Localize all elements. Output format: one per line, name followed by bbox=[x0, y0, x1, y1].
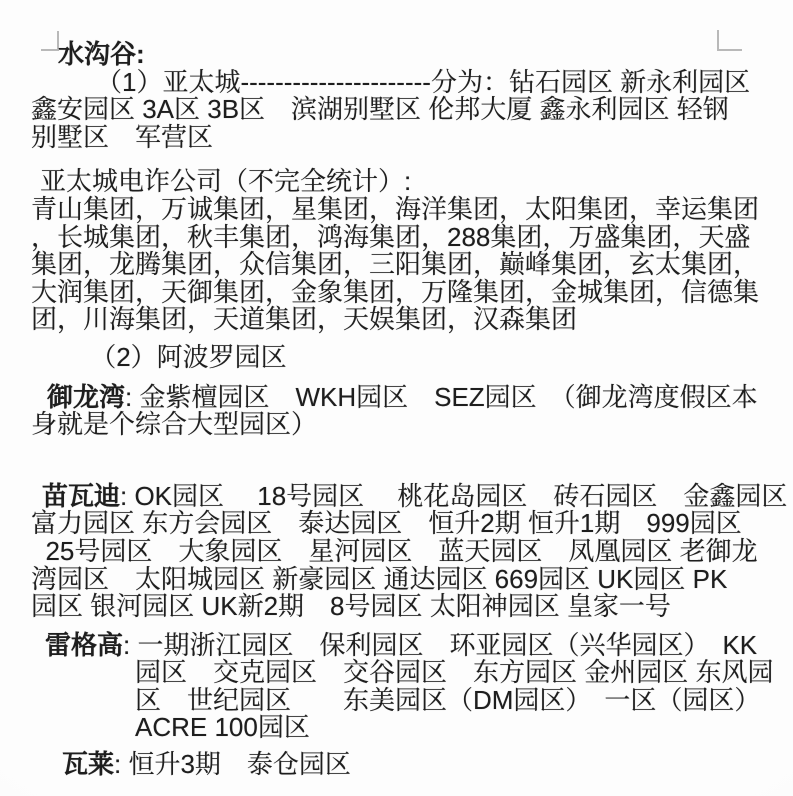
line-text: （2）阿波罗园区 bbox=[31, 341, 287, 372]
line-text: 团，川海集团，天道集团，天娱集团，汉森集团 bbox=[31, 304, 578, 335]
line-text: : 恒升3期 泰仓园区 bbox=[114, 749, 351, 780]
text-line bbox=[31, 684, 793, 715]
line-text: 集团，龙腾集团，众信集团，三阳集团，巅峰集团，玄太集团， bbox=[31, 249, 760, 280]
line-text: 亚太城电诈公司（不完全统计）: bbox=[40, 166, 412, 197]
section-heading: 苗瓦迪 bbox=[42, 480, 121, 511]
text-line bbox=[31, 96, 793, 124]
text-line bbox=[31, 535, 793, 566]
text-line bbox=[31, 66, 793, 97]
section-shuigougu bbox=[31, 41, 793, 151]
line-text: 25号园区 大象园区 星河园区 蓝天园区 凤凰园区 老御龙 bbox=[31, 535, 758, 566]
text-line bbox=[31, 751, 793, 779]
line-text: 园区 银河园区 UK新2期 8号园区 太阳神园区 皇家一号 bbox=[31, 591, 671, 622]
section-yulongwan bbox=[31, 381, 793, 440]
line-text: 青山集团，万诚集团，星集团，海洋集团，太阳集团，幸运集团 bbox=[31, 193, 760, 224]
line-text: 身就是个综合大型园区） bbox=[31, 409, 318, 440]
text-line bbox=[31, 41, 793, 69]
line-text: ACRE 100园区 bbox=[31, 712, 310, 743]
line-text: : 一期浙江园区 保利园区 环亚园区（兴华园区） KK bbox=[123, 629, 758, 660]
text-line bbox=[31, 276, 793, 307]
section-leigegao bbox=[31, 629, 793, 743]
line-text: ，长城集团，秋丰集团，鸿海集团，288集团，万盛集团，天盛 bbox=[31, 221, 751, 252]
line-text: 富力园区 东方会园区 泰达园区 恒升2期 恒升1期 999园区 bbox=[31, 508, 742, 539]
text-line bbox=[31, 480, 793, 511]
text-line bbox=[31, 411, 793, 439]
text-line bbox=[31, 341, 793, 372]
line-text: 别墅区 军营区 bbox=[31, 121, 214, 152]
text-line bbox=[31, 221, 793, 252]
text-line bbox=[31, 629, 793, 660]
line-text: : OK园区 18号园区 桃花岛园区 砖石园区 金鑫园区 bbox=[120, 480, 788, 511]
text-line bbox=[31, 563, 793, 594]
line-text: 园区 交克园区 交谷园区 东方园区 金州园区 东风园 bbox=[31, 657, 774, 688]
text-line bbox=[31, 714, 793, 742]
text-line bbox=[31, 510, 793, 538]
text-line bbox=[31, 659, 793, 687]
text-line bbox=[31, 193, 793, 224]
section-heading: 瓦莱 bbox=[62, 749, 115, 780]
text-line bbox=[31, 121, 793, 152]
section-apollo bbox=[31, 341, 793, 372]
line-text: 大润集团，天御集团，金象集团，万隆集团，金城集团，信德集 bbox=[31, 276, 760, 307]
line-text: （1）亚太城----------------------分为：钻石园区 新永利园区 bbox=[31, 66, 751, 97]
line-text: 湾园区 太阳城园区 新豪园区 通达园区 669园区 UK园区 PK bbox=[31, 563, 728, 594]
text-line bbox=[31, 593, 793, 621]
document-body bbox=[31, 41, 793, 779]
section-heading: 水沟谷: bbox=[58, 39, 145, 69]
section-heading: 雷格高 bbox=[45, 629, 124, 660]
line-text: : 金紫檀园区 WKH园区 SEZ园区 （御龙湾度假区本 bbox=[125, 381, 758, 412]
text-line bbox=[31, 381, 793, 412]
line-text: 鑫安园区 3A区 3B区 滨湖别墅区 伦邦大厦 鑫永利园区 轻钢 bbox=[31, 94, 729, 125]
text-line bbox=[31, 251, 793, 279]
section-miaowadi bbox=[31, 480, 793, 622]
section-wale bbox=[31, 751, 793, 779]
text-line bbox=[31, 306, 793, 334]
section-heading: 御龙湾 bbox=[47, 381, 126, 412]
line-text: 区 世纪园区 东美园区（DM园区） 一区（园区） bbox=[31, 684, 761, 715]
text-line bbox=[31, 168, 793, 196]
section-dianzha bbox=[31, 168, 793, 334]
